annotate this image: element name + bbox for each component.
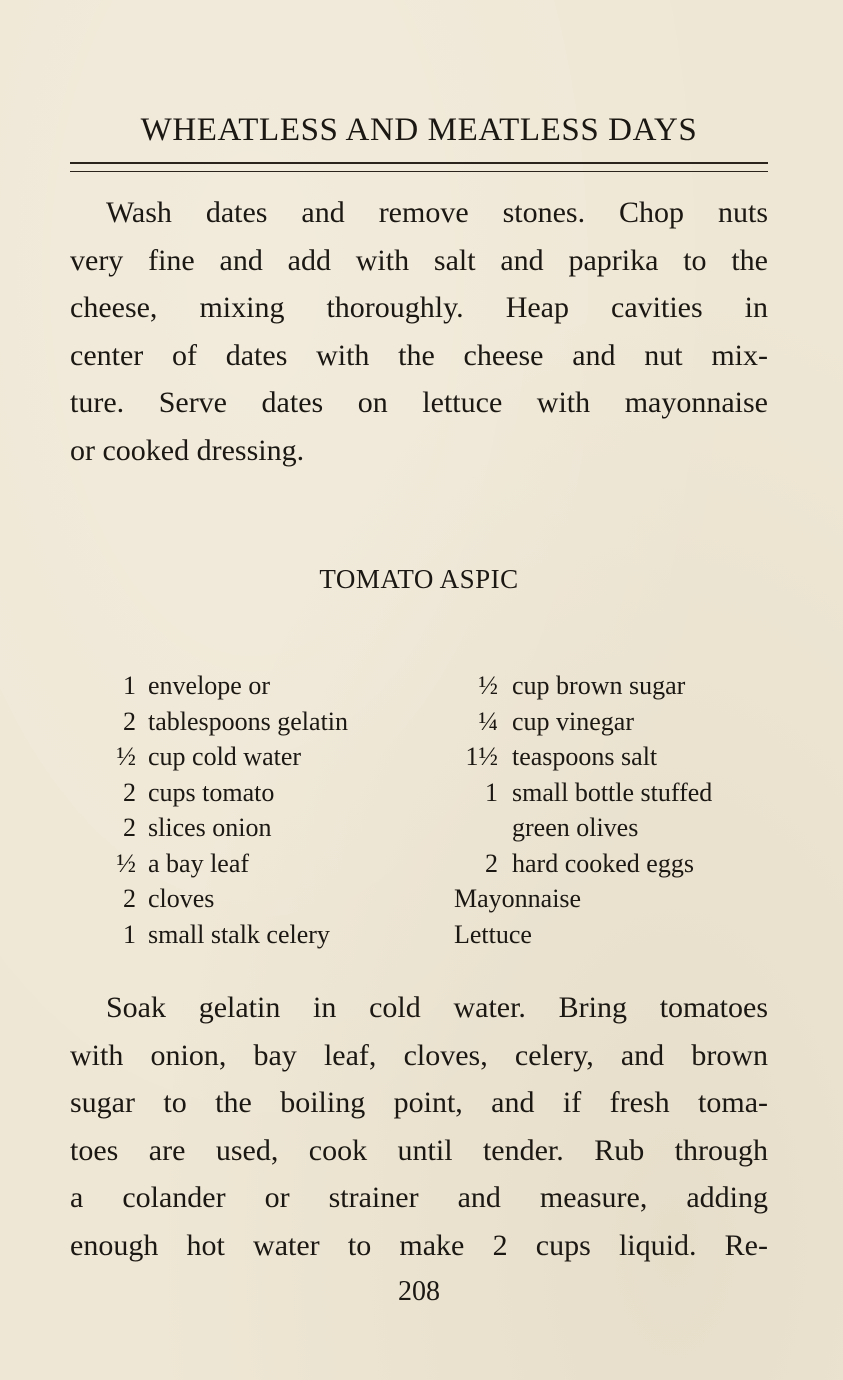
text-line: cheese, mixing thoroughly. Heap cavities in xyxy=(70,291,768,324)
page-number: 208 xyxy=(398,1276,440,1307)
ingredient-name: cup vinegar xyxy=(512,706,635,736)
ingredients-right-column xyxy=(445,668,785,952)
ingredient-row xyxy=(445,775,785,811)
ingredient-row xyxy=(445,739,785,775)
ingredient-name: cup brown sugar xyxy=(512,671,686,700)
ingredient-row xyxy=(100,917,430,953)
text-line: very fine and add with salt and paprika to the xyxy=(70,243,768,277)
text-line: Soak gelatin in cold water. Bring tomatoes xyxy=(106,991,768,1024)
ingredient-quantity: 2 xyxy=(123,813,136,842)
ingredient-quantity: 2 xyxy=(123,706,136,736)
ingredient-quantity: ½ xyxy=(478,671,498,700)
ingredient-name: cups tomato xyxy=(148,777,275,807)
ingredient-name: small bottle stuffed xyxy=(512,777,713,807)
ingredient-row xyxy=(445,846,785,882)
ingredient-quantity: ¼ xyxy=(478,706,498,736)
ingredient-quantity: 2 xyxy=(123,777,136,807)
ingredient-quantity: ½ xyxy=(116,848,136,878)
text-line: a colander or strainer and measure, adding xyxy=(70,1181,768,1214)
paragraph-dates-instructions xyxy=(70,189,768,474)
ingredient-row xyxy=(100,846,430,882)
ingredient-name: teaspoons salt xyxy=(512,742,658,771)
ingredient-name: cloves xyxy=(148,884,215,913)
ingredient-row xyxy=(100,739,430,775)
ingredient-quantity: 1 xyxy=(485,777,498,807)
text-line: toes are used, cook until tender. Rub through xyxy=(70,1133,768,1167)
ingredients-left-column xyxy=(100,668,430,952)
ingredient-row xyxy=(100,775,430,811)
text-line: enough hot water to make 2 cups liquid. Re- xyxy=(70,1228,768,1262)
text-line: center of dates with the cheese and nut mix- xyxy=(70,338,768,372)
header-rule-thin xyxy=(70,171,768,172)
ingredient-name: slices onion xyxy=(148,813,272,842)
ingredient-name: Lettuce xyxy=(454,919,532,949)
ingredient-name: hard cooked eggs xyxy=(512,848,694,878)
ingredient-name: envelope or xyxy=(148,671,271,700)
ingredient-row xyxy=(100,668,430,704)
ingredient-row xyxy=(445,810,785,846)
ingredient-quantity: 1 xyxy=(123,671,136,700)
text-line: sugar to the boiling point, and if fresh toma- xyxy=(70,1086,768,1119)
ingredient-name: tablespoons gelatin xyxy=(148,706,349,736)
paragraph-aspic-method xyxy=(70,984,768,1269)
ingredient-row xyxy=(445,881,785,917)
ingredient-row xyxy=(100,881,430,917)
ingredient-row xyxy=(445,704,785,740)
ingredient-name: Mayonnaise xyxy=(454,884,582,913)
ingredient-quantity: 1 xyxy=(123,919,136,949)
header-rule-thick xyxy=(70,162,768,164)
text-line: or cooked dressing. xyxy=(70,433,305,467)
ingredient-name: green olives xyxy=(512,813,639,842)
recipe-title: TOMATO ASPIC xyxy=(319,564,519,594)
running-head: WHEATLESS AND MEATLESS DAYS xyxy=(140,112,698,148)
ingredient-row xyxy=(445,668,785,704)
text-line: ture. Serve dates on lettuce with mayonnaise xyxy=(70,386,768,419)
ingredient-row xyxy=(100,810,430,846)
text-line: Wash dates and remove stones. Chop nuts xyxy=(106,196,768,229)
ingredient-quantity: 2 xyxy=(485,848,498,878)
ingredient-quantity: 2 xyxy=(123,884,136,913)
ingredient-quantity: 1½ xyxy=(465,742,498,771)
text-line: with onion, bay leaf, cloves, celery, and brown xyxy=(70,1038,768,1072)
ingredient-name: small stalk celery xyxy=(148,919,330,949)
ingredient-row xyxy=(100,704,430,740)
ingredient-row xyxy=(445,917,785,953)
ingredient-name: a bay leaf xyxy=(148,848,250,878)
ingredient-quantity: ½ xyxy=(116,742,136,771)
ingredient-name: cup cold water xyxy=(148,742,302,771)
